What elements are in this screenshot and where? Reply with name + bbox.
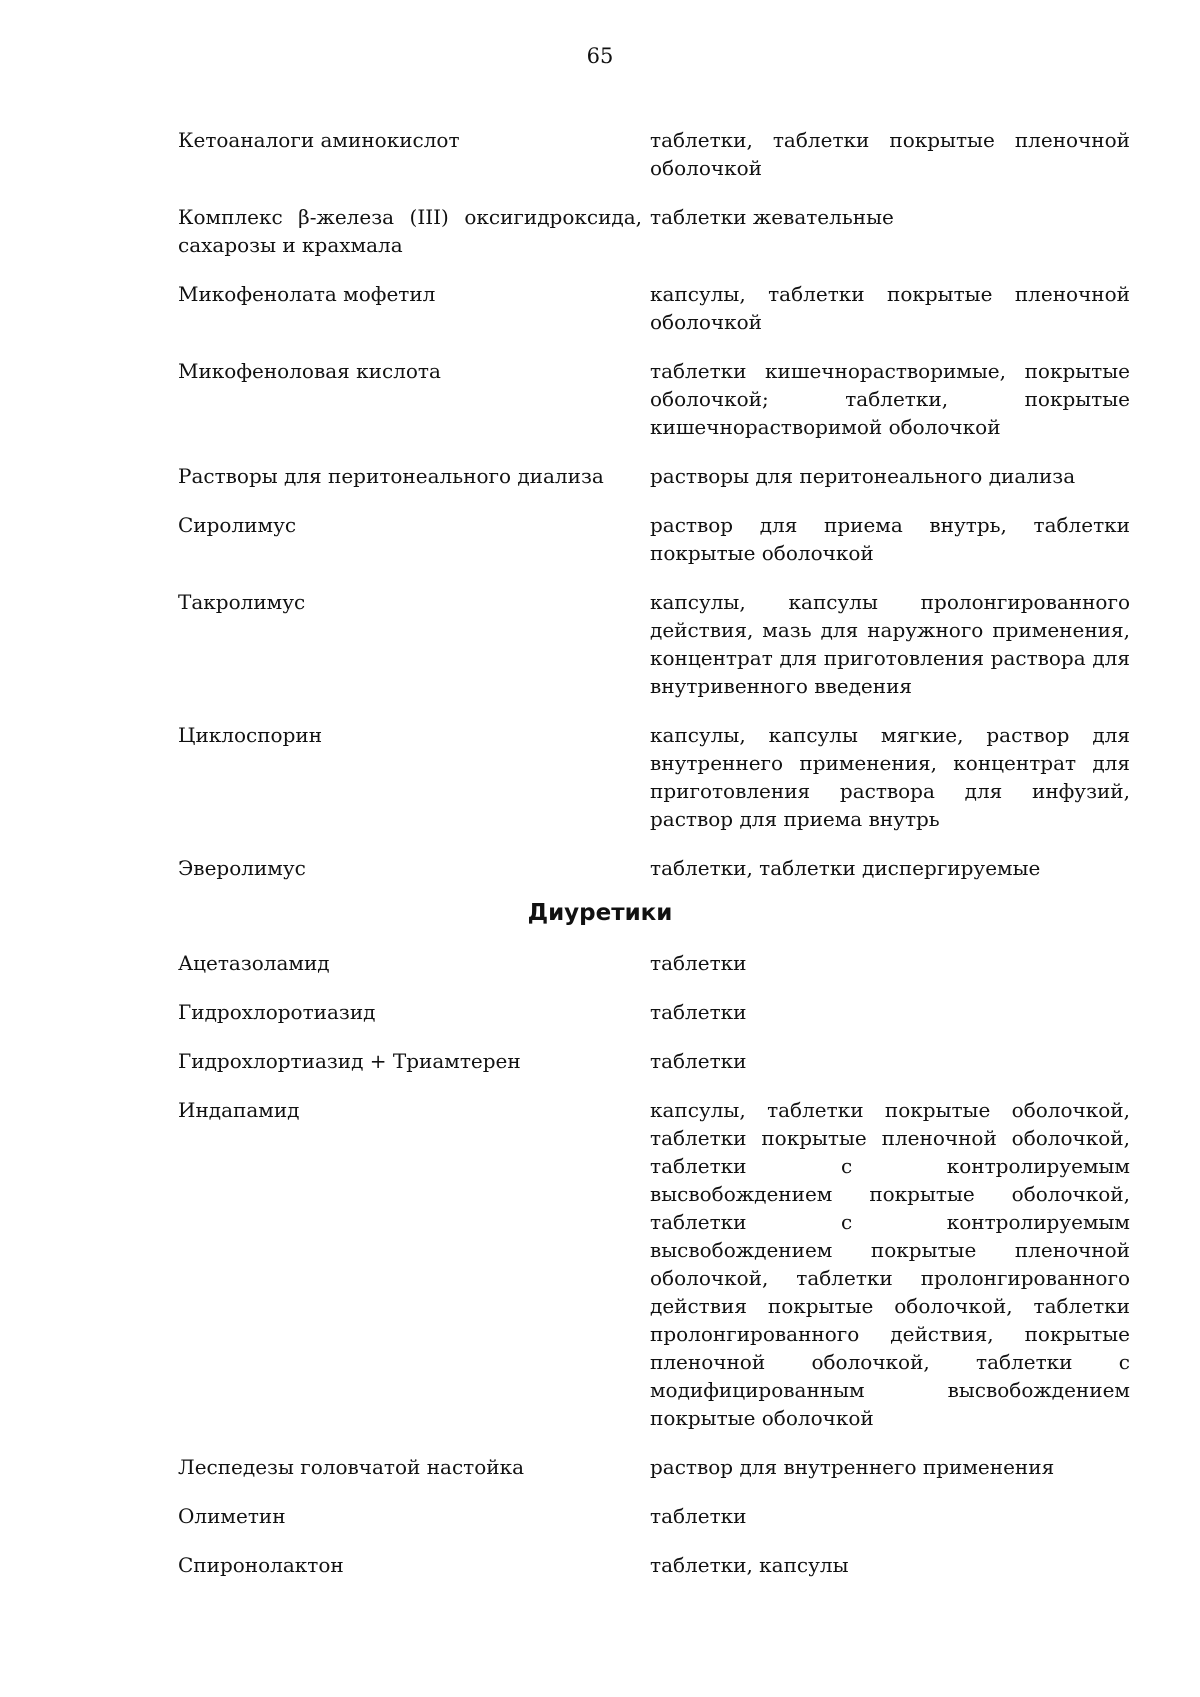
drug-form: капсулы, таблетки покрытые оболочкой, таблетки покрытые пленочной оболочкой, таблетки с контролируемым высвобождением покрытые оболочкой, таблетки с контролируемым высвобождением покрытые пленочной оболочкой, таблетки пролонгированного действия покрытые оболочкой, таблетки пролонгированного действия, покрытые пленочной оболочкой, таблетки с модифицированным высвобождением покрытые оболочкой (650, 1098, 1130, 1430)
table-row (178, 511, 1130, 567)
drug-table-top (178, 126, 1130, 882)
drug-name: Растворы для перитонеального диализа (178, 464, 604, 488)
table-row (178, 588, 1130, 700)
page-number: 65 (586, 44, 614, 68)
table-row (178, 1551, 1130, 1579)
drug-form: таблетки (650, 1504, 747, 1528)
table-row (178, 949, 1130, 977)
table-row (178, 721, 1130, 833)
drug-form: таблетки кишечнорастворимые, покрытые оболочкой; таблетки, покрытые кишечнорастворимой оболочкой (650, 359, 1130, 439)
table-row (178, 357, 1130, 441)
drug-form: таблетки жевательные (650, 205, 894, 229)
table-row (178, 1047, 1130, 1075)
drug-name: Циклоспорин (178, 723, 323, 747)
drug-name: Спиронолактон (178, 1553, 344, 1577)
drug-form: таблетки (650, 1049, 747, 1073)
table-row (178, 1453, 1130, 1481)
drug-name: Гидрохлортиазид + Триамтерен (178, 1049, 521, 1073)
table-row (178, 998, 1130, 1026)
drug-form: таблетки, таблетки диспергируемые (650, 856, 1041, 880)
drug-name: Микофенолата мофетил (178, 282, 436, 306)
table-row (178, 1502, 1130, 1530)
drug-form: раствор для приема внутрь, таблетки покрытые оболочкой (650, 513, 1130, 565)
drug-name: Микофеноловая кислота (178, 359, 441, 383)
table-row (178, 854, 1130, 882)
drug-name: Гидрохлоротиазид (178, 1000, 376, 1024)
drug-name: Комплекс β-железа (III) оксигидроксида, сахарозы и крахмала (178, 205, 642, 257)
drug-form: таблетки (650, 1000, 747, 1024)
table-row (178, 280, 1130, 336)
table-row (178, 126, 1130, 182)
table-row (178, 1096, 1130, 1432)
drug-form: таблетки, капсулы (650, 1553, 849, 1577)
table-row (178, 462, 1130, 490)
drug-table-diuretics (178, 949, 1130, 1579)
drug-form: таблетки (650, 951, 747, 975)
section-heading: Диуретики (527, 900, 673, 926)
drug-name: Индапамид (178, 1098, 300, 1122)
drug-name: Ацетазоламид (178, 951, 330, 975)
drug-form: капсулы, таблетки покрытые пленочной оболочкой (650, 282, 1130, 334)
drug-name: Сиролимус (178, 513, 297, 537)
drug-form: раствор для внутреннего применения (650, 1455, 1055, 1479)
drug-form: таблетки, таблетки покрытые пленочной оболочкой (650, 128, 1130, 180)
drug-form: растворы для перитонеального диализа (650, 464, 1076, 488)
drug-name: Эверолимус (178, 856, 306, 880)
drug-name: Олиметин (178, 1504, 286, 1528)
drug-form: капсулы, капсулы мягкие, раствор для внутреннего применения, концентрат для приготовления раствора для инфузий, раствор для приема внутрь (650, 723, 1130, 831)
table-row (178, 203, 1130, 259)
drug-name: Такролимус (178, 590, 306, 614)
drug-name: Леспедезы головчатой настойка (178, 1455, 525, 1479)
drug-name: Кетоаналоги аминокислот (178, 128, 460, 152)
drug-form: капсулы, капсулы пролонгированного действия, мазь для наружного применения, концентрат для приготовления раствора для внутривенного введения (650, 590, 1130, 698)
